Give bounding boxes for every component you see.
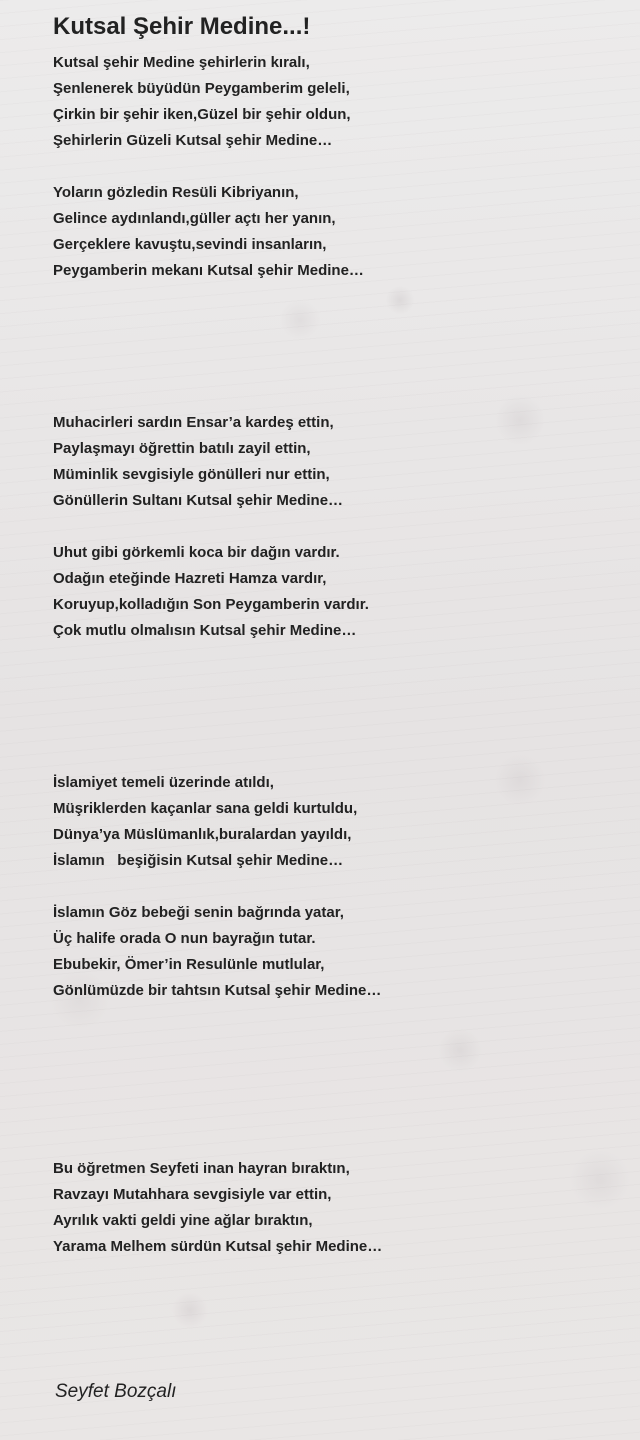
poem-line: Yoların gözledin Resüli Kibriyanın, <box>53 184 299 201</box>
poem-line: Dünya’ya Müslümanlık,buralardan yayıldı, <box>53 826 352 843</box>
poem-line: Gerçeklere kavuştu,sevindi insanların, <box>53 236 327 253</box>
poem-line: Bu öğretmen Seyfeti inan hayran bıraktın, <box>53 1160 350 1177</box>
poem-line: İslamiyet temeli üzerinde atıldı, <box>53 774 274 791</box>
poem-line: Gönüllerin Sultanı Kutsal şehir Medine… <box>53 492 344 509</box>
poem-title: Kutsal Şehir Medine...! <box>53 13 311 40</box>
poem-line: Paylaşmayı öğrettin batılı zayil ettin, <box>53 440 311 457</box>
poem-line: Gelince aydınlandı,güller açtı her yanın, <box>53 210 336 227</box>
poem-line: Çok mutlu olmalısın Kutsal şehir Medine… <box>53 622 357 639</box>
poem-line: Çirkin bir şehir iken,Güzel bir şehir oldun, <box>53 106 351 123</box>
poem-line: Müminlik sevgisiyle gönülleri nur ettin, <box>53 466 330 483</box>
poem-line: Şehirlerin Güzeli Kutsal şehir Medine… <box>53 132 333 149</box>
poem-line: İslamın beşiğisin Kutsal şehir Medine… <box>53 852 344 869</box>
poem-line: Ebubekir, Ömer’in Resulünle mutlular, <box>53 956 325 973</box>
poem-line: Odağın eteğinde Hazreti Hamza vardır, <box>53 570 327 587</box>
poem-author: Seyfet Bozçalı <box>55 1381 177 1402</box>
poem-line: Peygamberin mekanı Kutsal şehir Medine… <box>53 262 364 279</box>
poem-line: Koruyup,kolladığın Son Peygamberin vardır. <box>53 596 369 613</box>
poem-line: İslamın Göz bebeği senin bağrında yatar, <box>53 904 344 921</box>
poem-line: Uhut gibi görkemli koca bir dağın vardır. <box>53 544 340 561</box>
poem-line: Müşriklerden kaçanlar sana geldi kurtuldu, <box>53 800 358 817</box>
poem-line: Kutsal şehir Medine şehirlerin kıralı, <box>53 54 310 71</box>
poem-line: Yarama Melhem sürdün Kutsal şehir Medine… <box>53 1238 383 1255</box>
poem-line: Ravzayı Mutahhara sevgisiyle var ettin, <box>53 1186 332 1203</box>
poem-line: Ayrılık vakti geldi yine ağlar bıraktın, <box>53 1212 313 1229</box>
poem-line: Şenlenerek büyüdün Peygamberim geleli, <box>53 80 350 97</box>
poem-line: Üç halife orada O nun bayrağın tutar. <box>53 930 316 947</box>
poem-line: Gönlümüzde bir tahtsın Kutsal şehir Medine… <box>53 982 382 999</box>
poem-line: Muhacirleri sardın Ensar’a kardeş ettin, <box>53 414 334 431</box>
